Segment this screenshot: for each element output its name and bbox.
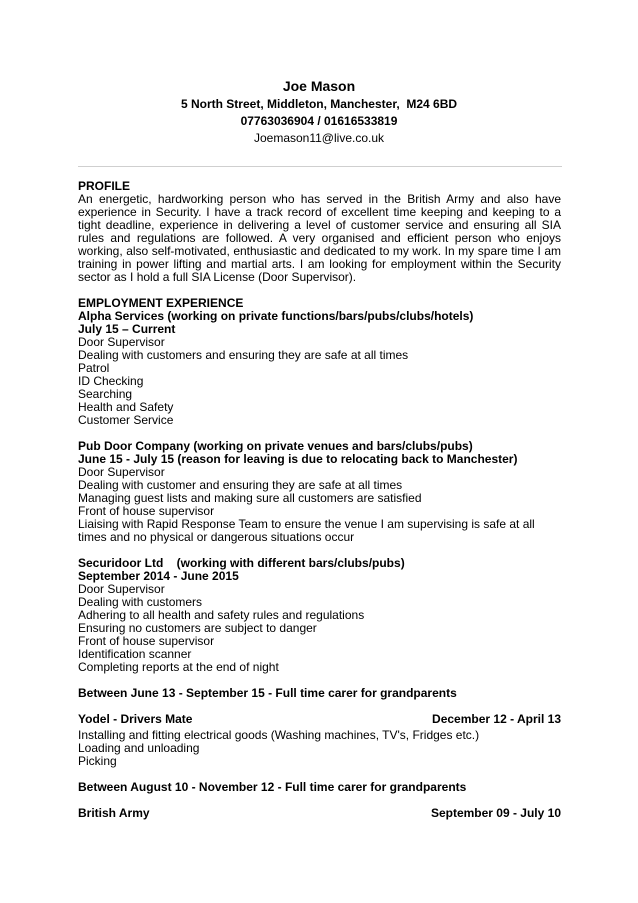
duty-item: Door Supervisor xyxy=(78,335,165,349)
duty-item: Customer Service xyxy=(78,413,174,427)
resume-body xyxy=(78,180,561,820)
duty-item: Health and Safety xyxy=(78,400,174,414)
job-dates: September 2014 - June 2015 xyxy=(78,569,239,583)
address: 5 North Street, Middleton, Manchester, M24 6BD xyxy=(180,97,458,111)
duty-item: Installing and fitting electrical goods (Washing machines, TV's, Fridges etc.) xyxy=(78,728,480,742)
job-entry xyxy=(78,440,561,544)
duty-item: Patrol xyxy=(78,361,110,375)
duty-item: Managing guest lists and making sure all customers are satisfied xyxy=(78,491,422,505)
job-dates: September 09 - July 10 xyxy=(430,806,561,820)
duty-item: Dealing with customers xyxy=(78,595,203,609)
job-header-row xyxy=(78,807,561,820)
header-divider xyxy=(78,166,562,167)
job-entry xyxy=(78,713,561,768)
candidate-name: Joe Mason xyxy=(282,78,356,94)
job-dates: July 15 – Current xyxy=(78,322,176,336)
duty-item: Picking xyxy=(78,754,117,768)
job-entry xyxy=(78,557,561,674)
duty-item: Front of house supervisor xyxy=(78,504,215,518)
duty-item: Searching xyxy=(78,387,133,401)
duty-item: Ensuring no customers are subject to danger xyxy=(78,621,317,635)
duty-item: Identification scanner xyxy=(78,647,192,661)
job-entry xyxy=(78,807,561,820)
job-title: British Army xyxy=(78,806,150,820)
employment-heading: EMPLOYMENT EXPERIENCE xyxy=(78,296,244,310)
job-title: Yodel - Drivers Mate xyxy=(78,712,193,726)
job-header-row xyxy=(78,713,561,726)
duty-item: Liaising with Rapid Response Team to ensure the venue I am supervising is safe at all times and no physical or dangerous situations occur xyxy=(78,517,535,544)
profile-text: An energetic, hardworking person who has served in the British Army and also have experience in Security. I have a track record of excellent time keeping and keeping to a tight deadline, experience in delivering a level of customer service and ensuring all SIA rules and regulations are followed. A very organised and efficient person who enjoys working, also self-motivated, enthusiastic and dedicated to my work. In my spare time I am training in power lifting and martial arts. I am looking for employment within the Security sector as I hold a full SIA License (Door Supervisor). xyxy=(78,192,561,284)
carer-period: Between June 13 - September 15 - Full time carer for grandparents xyxy=(78,686,457,700)
duty-item: Loading and unloading xyxy=(78,741,200,755)
email-address: Joemason11@live.co.uk xyxy=(253,131,385,145)
profile-heading: PROFILE xyxy=(78,179,131,193)
resume-header xyxy=(0,78,638,147)
duty-item: Completing reports at the end of night xyxy=(78,660,279,674)
carer-period: Between August 10 - November 12 - Full time carer for grandparents xyxy=(78,780,467,794)
duty-item: Adhering to all health and safety rules and regulations xyxy=(78,608,365,622)
duty-item: Dealing with customer and ensuring they are safe at all times xyxy=(78,478,403,492)
job-entry xyxy=(78,310,561,427)
job-dates: December 12 - April 13 xyxy=(432,712,561,726)
job-title: Pub Door Company (working on private venues and bars/clubs/pubs) xyxy=(78,439,473,453)
duty-item: ID Checking xyxy=(78,374,144,388)
job-title: Alpha Services (working on private functions/bars/pubs/clubs/hotels) xyxy=(78,309,474,323)
duty-item: Door Supervisor xyxy=(78,582,165,596)
duty-item: Dealing with customers and ensuring they are safe at all times xyxy=(78,348,409,362)
phone-numbers: 07763036904 / 01616533819 xyxy=(240,114,398,128)
job-dates: June 15 - July 15 (reason for leaving is due to relocating back to Manchester) xyxy=(78,452,518,466)
duty-item: Front of house supervisor xyxy=(78,634,215,648)
duty-item: Door Supervisor xyxy=(78,465,165,479)
job-title: Securidoor Ltd (working with different bars/clubs/pubs) xyxy=(78,556,405,570)
